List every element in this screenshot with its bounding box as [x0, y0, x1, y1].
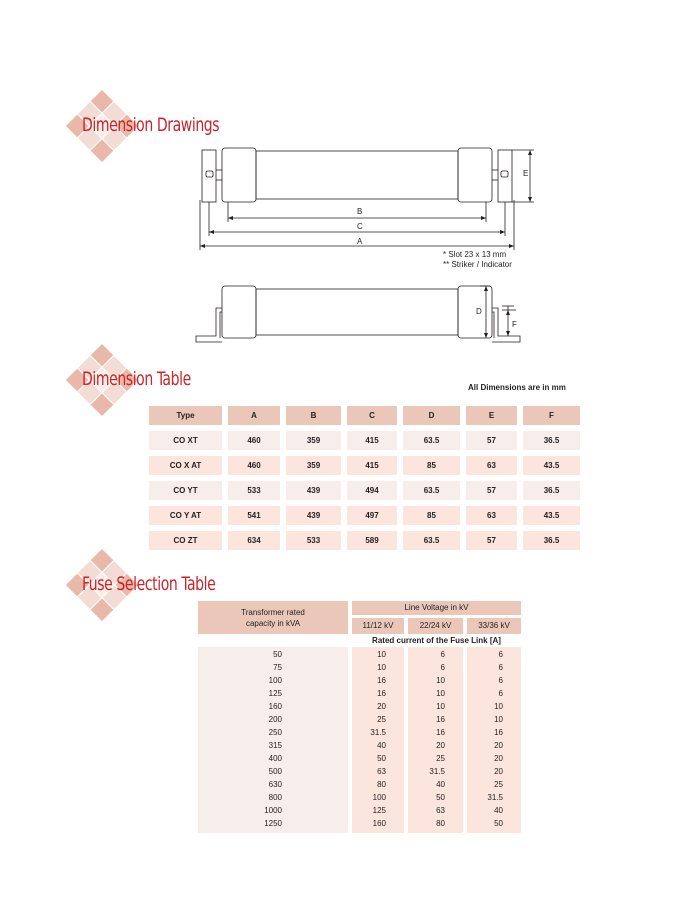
rated-current-cell: 31.5	[487, 793, 503, 802]
capacity-cell: 200	[268, 715, 282, 724]
table-cell: 43.5	[523, 456, 580, 475]
column-header-f: F	[523, 406, 580, 425]
rated-current-cell: 40	[494, 806, 503, 815]
table-cell: 57	[466, 431, 517, 450]
rated-current-cell: 125	[372, 806, 386, 815]
capacity-cell: 75	[273, 663, 282, 672]
table-row	[149, 431, 580, 450]
capacity-cell: 500	[268, 767, 282, 776]
column-header-e: E	[466, 406, 517, 425]
rated-current-cell: 25	[494, 780, 503, 789]
table-row	[149, 506, 580, 525]
rated-current-cell: 50	[494, 819, 503, 828]
table-cell: CO XT	[149, 431, 222, 450]
rated-current-cell: 50	[377, 754, 386, 763]
table-cell: 415	[347, 431, 397, 450]
capacity-cell: 1250	[264, 819, 282, 828]
rated-current-cell: 20	[494, 767, 503, 776]
rated-current-cell: 6	[498, 650, 503, 659]
table-row	[149, 481, 580, 500]
dimension-label-e: E	[523, 169, 529, 178]
rated-current-cell: 25	[377, 715, 386, 724]
column-header-11kv: 11/12 kV	[352, 618, 404, 634]
table-cell: 541	[228, 506, 280, 525]
table-cell: CO X AT	[149, 456, 222, 475]
table-cell: 460	[228, 431, 280, 450]
rated-current-cell: 6	[498, 663, 503, 672]
capacity-cell: 100	[268, 676, 282, 685]
dimension-label-c: C	[357, 222, 363, 231]
table-cell: 85	[403, 456, 460, 475]
column-header-d: D	[403, 406, 460, 425]
column-header-b: B	[286, 406, 341, 425]
table-cell: 63	[466, 456, 517, 475]
table-header-row	[149, 406, 580, 425]
capacity-cell: 630	[268, 780, 282, 789]
table-cell: 415	[347, 456, 397, 475]
page-title-fuse-selection: Fuse Selection Table	[82, 573, 216, 595]
column-header-type: Type	[149, 406, 222, 425]
rated-current-cell: 16	[436, 715, 445, 724]
table-cell: 63.5	[403, 431, 460, 450]
rated-current-cell: 10	[436, 689, 445, 698]
column-header-a: A	[228, 406, 280, 425]
table-cell: 36.5	[523, 481, 580, 500]
table-cell: 439	[286, 506, 341, 525]
table-cell: 85	[403, 506, 460, 525]
rated-current-cell: 10	[494, 715, 503, 724]
rated-current-cell: 10	[436, 676, 445, 685]
column-header-line-voltage: Line Voltage in kV	[352, 601, 521, 615]
rated-current-cell: 16	[377, 676, 386, 685]
rated-current-cell: 16	[377, 689, 386, 698]
dimension-label-f: F	[512, 320, 517, 329]
rated-current-cell: 20	[377, 702, 386, 711]
column-header-33kv: 33/36 kV	[467, 618, 521, 634]
rated-current-cell: 10	[377, 663, 386, 672]
note-striker: ** Striker / Indicator	[443, 260, 512, 269]
fuse-side-view-drawing	[190, 280, 535, 350]
rated-current-cell: 40	[377, 741, 386, 750]
note-slot: * Slot 23 x 13 mm	[443, 250, 507, 259]
dimension-label-d: D	[476, 307, 482, 316]
table-cell: 36.5	[523, 531, 580, 550]
capacity-cell: 400	[268, 754, 282, 763]
rated-current-cell: 6	[440, 663, 445, 672]
page-title-dimension-table: Dimension Table	[82, 368, 191, 390]
rated-current-cell: 31.5	[370, 728, 386, 737]
rated-current-cell: 20	[494, 754, 503, 763]
column-header-22kv: 22/24 kV	[408, 618, 463, 634]
table-cell: 63	[466, 506, 517, 525]
dimension-table	[143, 400, 586, 556]
column-header-capacity	[198, 601, 348, 634]
rated-current-label: Rated current of the Fuse Link [A]	[372, 636, 501, 645]
table-cell: CO ZT	[149, 531, 222, 550]
capacity-cell: 250	[268, 728, 282, 737]
table-row	[149, 456, 580, 475]
table-cell: 439	[286, 481, 341, 500]
rated-current-cell: 20	[436, 741, 445, 750]
table-cell: CO Y AT	[149, 506, 222, 525]
table-cell: 63.5	[403, 481, 460, 500]
rated-current-cell: 16	[436, 728, 445, 737]
rated-current-cell: 63	[436, 806, 445, 815]
table-cell: 43.5	[523, 506, 580, 525]
capacity-cell: 1000	[264, 806, 282, 815]
rated-current-cell: 80	[436, 819, 445, 828]
table-cell: 63.5	[403, 531, 460, 550]
capacity-cell: 125	[268, 689, 282, 698]
table-cell: 533	[286, 531, 341, 550]
rated-current-cell: 20	[494, 741, 503, 750]
rated-current-cell: 6	[498, 676, 503, 685]
rated-current-cell: 50	[436, 793, 445, 802]
dimension-label-b: B	[357, 207, 363, 216]
rated-current-cell: 16	[494, 728, 503, 737]
table-cell: 460	[228, 456, 280, 475]
table-cell: CO YT	[149, 481, 222, 500]
table-cell: 494	[347, 481, 397, 500]
capacity-cell: 160	[268, 702, 282, 711]
table-cell: 36.5	[523, 431, 580, 450]
table-cell: 57	[466, 531, 517, 550]
dimension-label-a: A	[357, 237, 363, 246]
rated-current-cell: 25	[436, 754, 445, 763]
table-cell: 497	[347, 506, 397, 525]
rated-current-cell: 10	[494, 702, 503, 711]
capacity-cell: 50	[273, 650, 282, 659]
rated-current-cell: 80	[377, 780, 386, 789]
table-cell: 359	[286, 456, 341, 475]
table-cell: 359	[286, 431, 341, 450]
rated-current-cell: 6	[440, 650, 445, 659]
rated-current-cell: 63	[377, 767, 386, 776]
table-cell: 533	[228, 481, 280, 500]
rated-current-cell: 40	[436, 780, 445, 789]
rated-current-cell: 10	[377, 650, 386, 659]
page-title-dimension-drawings: Dimension Drawings	[82, 114, 220, 136]
rated-current-cell: 100	[372, 793, 386, 802]
table-cell: 589	[347, 531, 397, 550]
rated-current-cell: 6	[498, 689, 503, 698]
capacity-cell: 800	[268, 793, 282, 802]
rated-current-cell: 31.5	[429, 767, 445, 776]
column-header-c: C	[347, 406, 397, 425]
table-cell: 634	[228, 531, 280, 550]
rated-current-cell: 160	[372, 819, 386, 828]
units-note: All Dimensions are in mm	[468, 383, 566, 392]
table-cell: 57	[466, 481, 517, 500]
header-line: capacity in kVA	[245, 619, 301, 628]
capacity-cell: 315	[268, 741, 282, 750]
header-line: Transformer rated	[241, 608, 305, 617]
rated-current-cell: 10	[436, 702, 445, 711]
